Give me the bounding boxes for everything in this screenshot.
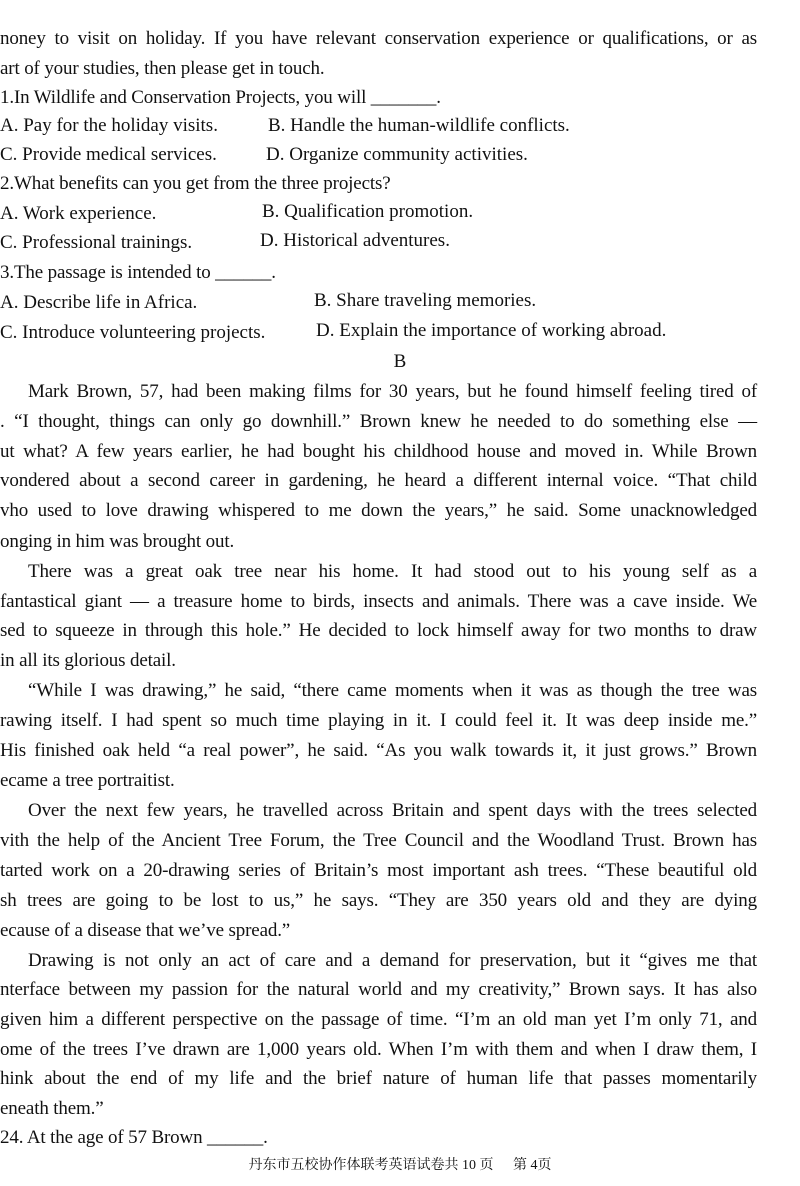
passage-b-line: given him a different perspective on the passage of time. “I’m an old man yet I’m only 71, and bbox=[0, 1009, 757, 1030]
question-3-option-c[interactable]: C. Introduce volunteering projects. bbox=[0, 322, 266, 343]
question-1-option-d[interactable]: D. Organize community activities. bbox=[266, 144, 528, 165]
question-2-option-a[interactable]: A. Work experience. bbox=[0, 203, 157, 224]
question-1-option-c[interactable]: C. Provide medical services. bbox=[0, 144, 217, 165]
passage-a-line: art of your studies, then please get in touch. bbox=[0, 58, 325, 79]
passage-b-line: ecame a tree portraitist. bbox=[0, 770, 175, 791]
passage-b-line: tarted work on a 20-drawing series of Britain’s most important ash trees. “These beautiful old bbox=[0, 860, 757, 881]
passage-b-line: sed to squeeze in through this hole.” He decided to lock himself away for two months to draw bbox=[0, 620, 757, 641]
passage-b-line: onging in him was brought out. bbox=[0, 531, 235, 552]
passage-b-line: ecause of a disease that we’ve spread.” bbox=[0, 920, 291, 941]
question-1-option-a[interactable]: A. Pay for the holiday visits. bbox=[0, 115, 218, 136]
question-24-stem: 24. At the age of 57 Brown ______. bbox=[0, 1127, 268, 1148]
question-3-stem: 3.The passage is intended to ______. bbox=[0, 262, 276, 283]
passage-b-line: vith the help of the Ancient Tree Forum, the Tree Council and the Woodland Trust. Brown has bbox=[0, 830, 757, 851]
passage-b-line: nterface between my passion for the natural world and my creativity,” Brown says. It has also bbox=[0, 979, 757, 1000]
passage-b-line: “While I was drawing,” he said, “there came moments when it was as though the tree was bbox=[28, 680, 757, 701]
passage-b-line: ome of the trees I’ve drawn are 1,000 years old. When I’m with them and when I draw them, I bbox=[0, 1039, 757, 1060]
question-3-option-d[interactable]: D. Explain the importance of working abroad. bbox=[316, 320, 667, 341]
passage-a-line: noney to visit on holiday. If you have relevant conservation experience or qualifications, or as bbox=[0, 28, 757, 49]
question-3-option-a[interactable]: A. Describe life in Africa. bbox=[0, 292, 198, 313]
question-3-option-b[interactable]: B. Share traveling memories. bbox=[314, 290, 537, 311]
question-2-option-d[interactable]: D. Historical adventures. bbox=[260, 230, 450, 251]
question-2-option-b[interactable]: B. Qualification promotion. bbox=[262, 201, 474, 222]
passage-b-line: hink about the end of my life and the brief nature of human life that passes momentarily bbox=[0, 1068, 757, 1089]
page-number: 第 4页 bbox=[513, 1158, 552, 1173]
passage-b-line: vho used to love drawing whispered to me down the years,” he said. Some unacknowledged bbox=[0, 500, 757, 521]
passage-b-line: vondered about a second career in gardening, he heard a different internal voice. “That child bbox=[0, 470, 757, 491]
passage-b-line: eneath them.” bbox=[0, 1098, 104, 1119]
section-b-heading: B bbox=[393, 351, 407, 372]
passage-b-line: . “I thought, things can only go downhill.” Brown knew he needed to do something else — bbox=[0, 411, 757, 432]
passage-b-line: Drawing is not only an act of care and a demand for preservation, but it “gives me that bbox=[28, 950, 757, 971]
question-1-option-b[interactable]: B. Handle the human-wildlife conflicts. bbox=[268, 115, 570, 136]
question-1-stem: 1.In Wildlife and Conservation Projects, you will _______. bbox=[0, 87, 441, 108]
passage-b-line: Over the next few years, he travelled across Britain and spent days with the trees selected bbox=[28, 800, 757, 821]
passage-b-line: fantastical giant — a treasure home to birds, insects and animals. There was a cave inside. We bbox=[0, 591, 757, 612]
passage-b-line: His finished oak held “a real power”, he said. “As you walk towards it, it just grows.” Brown bbox=[0, 740, 757, 761]
passage-b-line: Mark Brown, 57, had been making films for 30 years, but he found himself feeling tired of bbox=[28, 381, 757, 402]
passage-b-line: ut what? A few years earlier, he had bought his childhood house and moved in. While Brown bbox=[0, 441, 757, 462]
question-2-stem: 2.What benefits can you get from the three projects? bbox=[0, 173, 391, 194]
exam-title: 丹东市五校协作体联考英语试卷共 10 页 bbox=[248, 1158, 494, 1173]
passage-b-line: in all its glorious detail. bbox=[0, 650, 176, 671]
passage-b-line: rawing itself. I had spent so much time playing in it. I could feel it. It was deep inside me.” bbox=[0, 710, 757, 731]
passage-b-line: There was a great oak tree near his home. It had stood out to his young self as a bbox=[28, 561, 757, 582]
passage-b-line: sh trees are going to be lost to us,” he says. “They are 350 years old and they are dying bbox=[0, 890, 757, 911]
page-footer bbox=[0, 1157, 800, 1175]
question-2-option-c[interactable]: C. Professional trainings. bbox=[0, 232, 193, 253]
